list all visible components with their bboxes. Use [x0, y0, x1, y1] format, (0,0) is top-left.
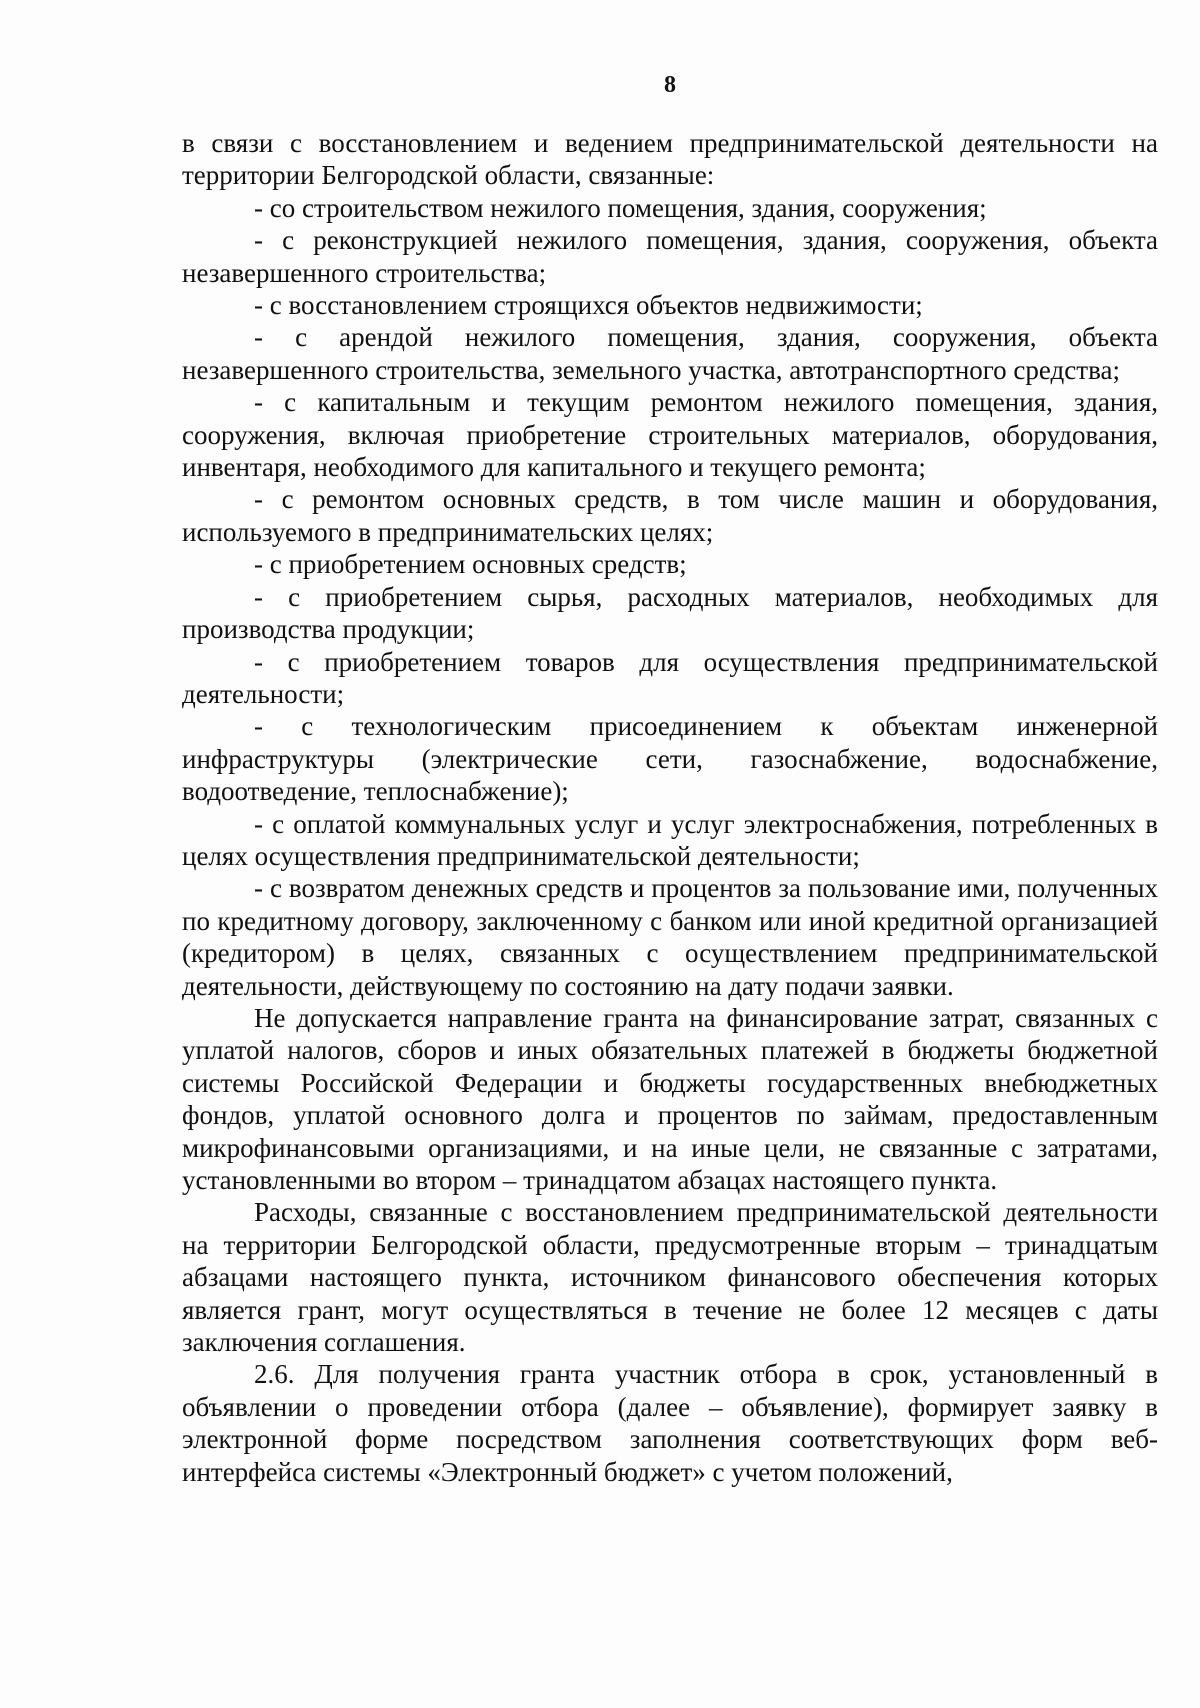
list-item: - с приобретением товаров для осуществления предпринимательской деятельности;: [182, 646, 1158, 709]
list-item: - с возвратом денежных средств и процентов за пользование ими, полученных по кредитному договору, заключенному с банком или иной кредитной организацией (кредитором) в целях, связанных с осуществлением предпринимательской деятельности, действующему по состоянию на дату подачи заявки.: [182, 873, 1158, 1001]
list-item: - с приобретением сырья, расходных материалов, необходимых для производства продукции;: [182, 581, 1158, 645]
list-item: - с ремонтом основных средств, в том числе машин и оборудования, используемого в предпринимательских целях;: [182, 484, 1158, 547]
document-body: [182, 127, 1158, 1488]
list-item: - с технологическим присоединением к объектам инженерной инфраструктуры (электрические сети, газоснабжение, водоснабжение, водоотведение, теплоснабжение);: [182, 711, 1158, 807]
list-item: - с арендой нежилого помещения, здания, сооружения, объекта незавершенного строительства, земельного участка, автотранспортного средства;: [182, 322, 1158, 385]
page-number: 8: [664, 72, 676, 98]
paragraph: Не допускается направление гранта на финансирование затрат, связанных с уплатой налогов, сборов и иных обязательных платежей в бюджеты бюджетной системы Российской Федерации и бюджеты государственных внебюджетных фондов, уплатой основного долга и процентов по займам, предоставленным микрофинансовыми организациями, и на иные цели, не связанные с затратами, установленными во втором – тринадцатом абзацах настоящего пункта.: [182, 1002, 1158, 1195]
list-item: - с восстановлением строящихся объектов недвижимости;: [254, 290, 923, 321]
list-item: - с приобретением основных средств;: [254, 549, 687, 580]
list-item: - с оплатой коммунальных услуг и услуг электроснабжения, потребленных в целях осуществления предпринимательской деятельности;: [182, 808, 1158, 871]
list-item: - с реконструкцией нежилого помещения, здания, сооружения, объекта незавершенного строительства;: [182, 225, 1158, 288]
list-item: - с капитальным и текущим ремонтом нежилого помещения, здания, сооружения, включая приобретение строительных материалов, оборудования, инвентаря, необходимого для капитального и текущего ремонта;: [182, 387, 1158, 483]
list-item: - со строительством нежилого помещения, здания, сооружения;: [254, 192, 987, 223]
paragraph-continuation: в связи с восстановлением и ведением предпринимательской деятельности на территории Белгородской области, связанные:: [182, 128, 1158, 191]
section-paragraph: 2.6. Для получения гранта участник отбора в срок, установленный в объявлении о проведении отбора (далее – объявление), формирует заявку в электронной форме посредством заполнения соответствующих форм веб-интерфейса системы «Электронный бюджет» с учетом положений,: [182, 1359, 1158, 1487]
paragraph: Расходы, связанные с восстановлением предпринимательской деятельности на территории Белгородской области, предусмотренные вторым – тринадцатым абзацами настоящего пункта, источником финансового обеспечения которых является грант, могут осуществляться в течение не более 12 месяцев с даты заключения соглашения.: [182, 1197, 1158, 1358]
